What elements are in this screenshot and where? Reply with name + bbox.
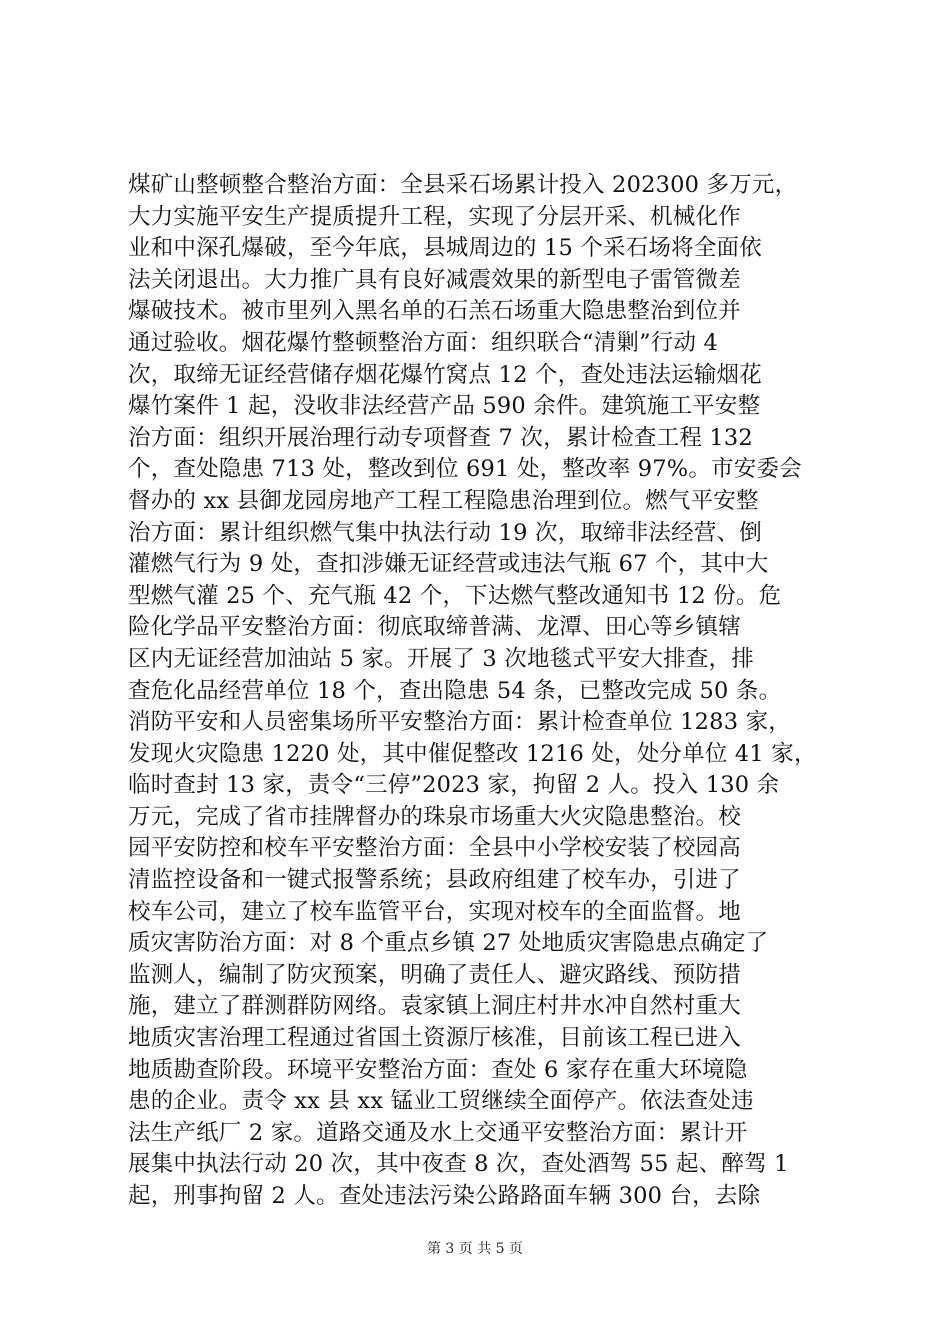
text-line: 大力实施平安生产提质提升工程，实现了分层开采、机械化作 — [128, 203, 741, 230]
text-line: 爆破技术。被市里列入黑名单的石羔石场重大隐患整治到位并 — [128, 298, 741, 325]
body-text — [128, 170, 848, 1213]
text-line: 查危化品经营单位 18 个，查出隐患 54 条，已整改完成 50 条。 — [128, 677, 782, 704]
text-line: 园平安防控和校车平安整治方面：全县中小学校安装了校园高 — [128, 835, 741, 862]
text-line: 通过验收。烟花爆竹整顿整治方面：组织联合“清剿”行动 4 — [128, 329, 719, 356]
text-line: 消防平安和人员密集场所平安整治方面：累计检查单位 1283 家， — [128, 709, 791, 736]
text-line: 质灾害防治方面：对 8 个重点乡镇 27 处地质灾害隐患点确定了 — [128, 930, 769, 957]
text-line: 治方面：累计组织燃气集中执法行动 19 次，取缔非法经营、倒 — [128, 519, 762, 546]
page-number: 第 3 页 共 5 页 — [426, 1241, 524, 1257]
text-line: 灌燃气行为 9 处，查扣涉嫌无证经营或违法气瓶 67 个，其中大 — [128, 551, 769, 578]
text-line: 煤矿山整顿整合整治方面：全县采石场累计投入 202300 多万元， — [128, 172, 798, 198]
text-line: 患的企业。责令 xx 县 xx 锰业工贸继续全面停产。依法查处违 — [128, 1088, 754, 1115]
text-line: 地质灾害治理工程通过省国土资源厅核准，目前该工程已进入 — [128, 1025, 741, 1052]
text-line: 型燃气灌 25 个、充气瓶 42 个，下达燃气整改通知书 12 份。危 — [128, 582, 782, 609]
text-line: 万元，完成了省市挂牌督办的珠泉市场重大火灾隐患整治。校 — [128, 803, 741, 830]
text-line: 校车公司，建立了校车监管平台，实现对校车的全面监督。地 — [128, 898, 741, 925]
text-line: 法关闭退出。大力推广具有良好减震效果的新型电子雷管微差 — [128, 266, 741, 293]
text-line: 施，建立了群测群防网络。袁家镇上洞庄村井水冲自然村重大 — [128, 993, 741, 1020]
text-line: 发现火灾隐患 1220 处，其中催促整改 1216 处，处分单位 41 家， — [128, 740, 817, 767]
text-line: 个，查处隐患 713 处，整改到位 691 处，整改率 97%。市安委会 — [128, 456, 802, 483]
text-line: 次，取缔无证经营储存烟花爆竹窝点 12 个，查处违法运输烟花 — [128, 361, 762, 388]
text-line: 法生产纸厂 2 家。道路交通及水上交通平安整治方面：累计开 — [128, 1119, 748, 1146]
text-line: 督办的 xx 县御龙园房地产工程工程隐患治理到位。燃气平安整 — [128, 487, 759, 514]
text-line: 险化学品平安整治方面：彻底取缔普满、龙潭、田心等乡镇辖 — [128, 614, 741, 641]
text-line: 起，刑事拘留 2 人。查处违法污染公路路面车辆 300 台，去除 — [128, 1183, 761, 1209]
text-line: 爆竹案件 1 起，没收非法经营产品 590 余件。建筑施工平安整 — [128, 393, 761, 420]
text-line: 地质勘查阶段。环境平安整治方面：查处 6 家存在重大环境隐 — [128, 1056, 748, 1083]
text-line: 清监控设备和一键式报警系统；县政府组建了校车办，引进了 — [128, 867, 741, 894]
text-line: 临时查封 13 家，责令“三停”2023 家，拘留 2 人。投入 130 余 — [128, 772, 780, 799]
text-line: 区内无证经营加油站 5 家。开展了 3 次地毯式平安大排查，排 — [128, 645, 754, 672]
text-line: 业和中深孔爆破，至今年底，县城周边的 15 个采石场将全面依 — [128, 235, 762, 262]
page-footer — [0, 1240, 950, 1258]
text-line: 监测人，编制了防灾预案，明确了责任人、避灾路线、预防措 — [128, 961, 741, 988]
text-line: 治方面：组织开展治理行动专项督查 7 次，累计检查工程 132 — [128, 424, 753, 451]
text-line: 展集中执法行动 20 次，其中夜查 8 次，查处酒驾 55 起、醉驾 1 — [128, 1151, 789, 1178]
